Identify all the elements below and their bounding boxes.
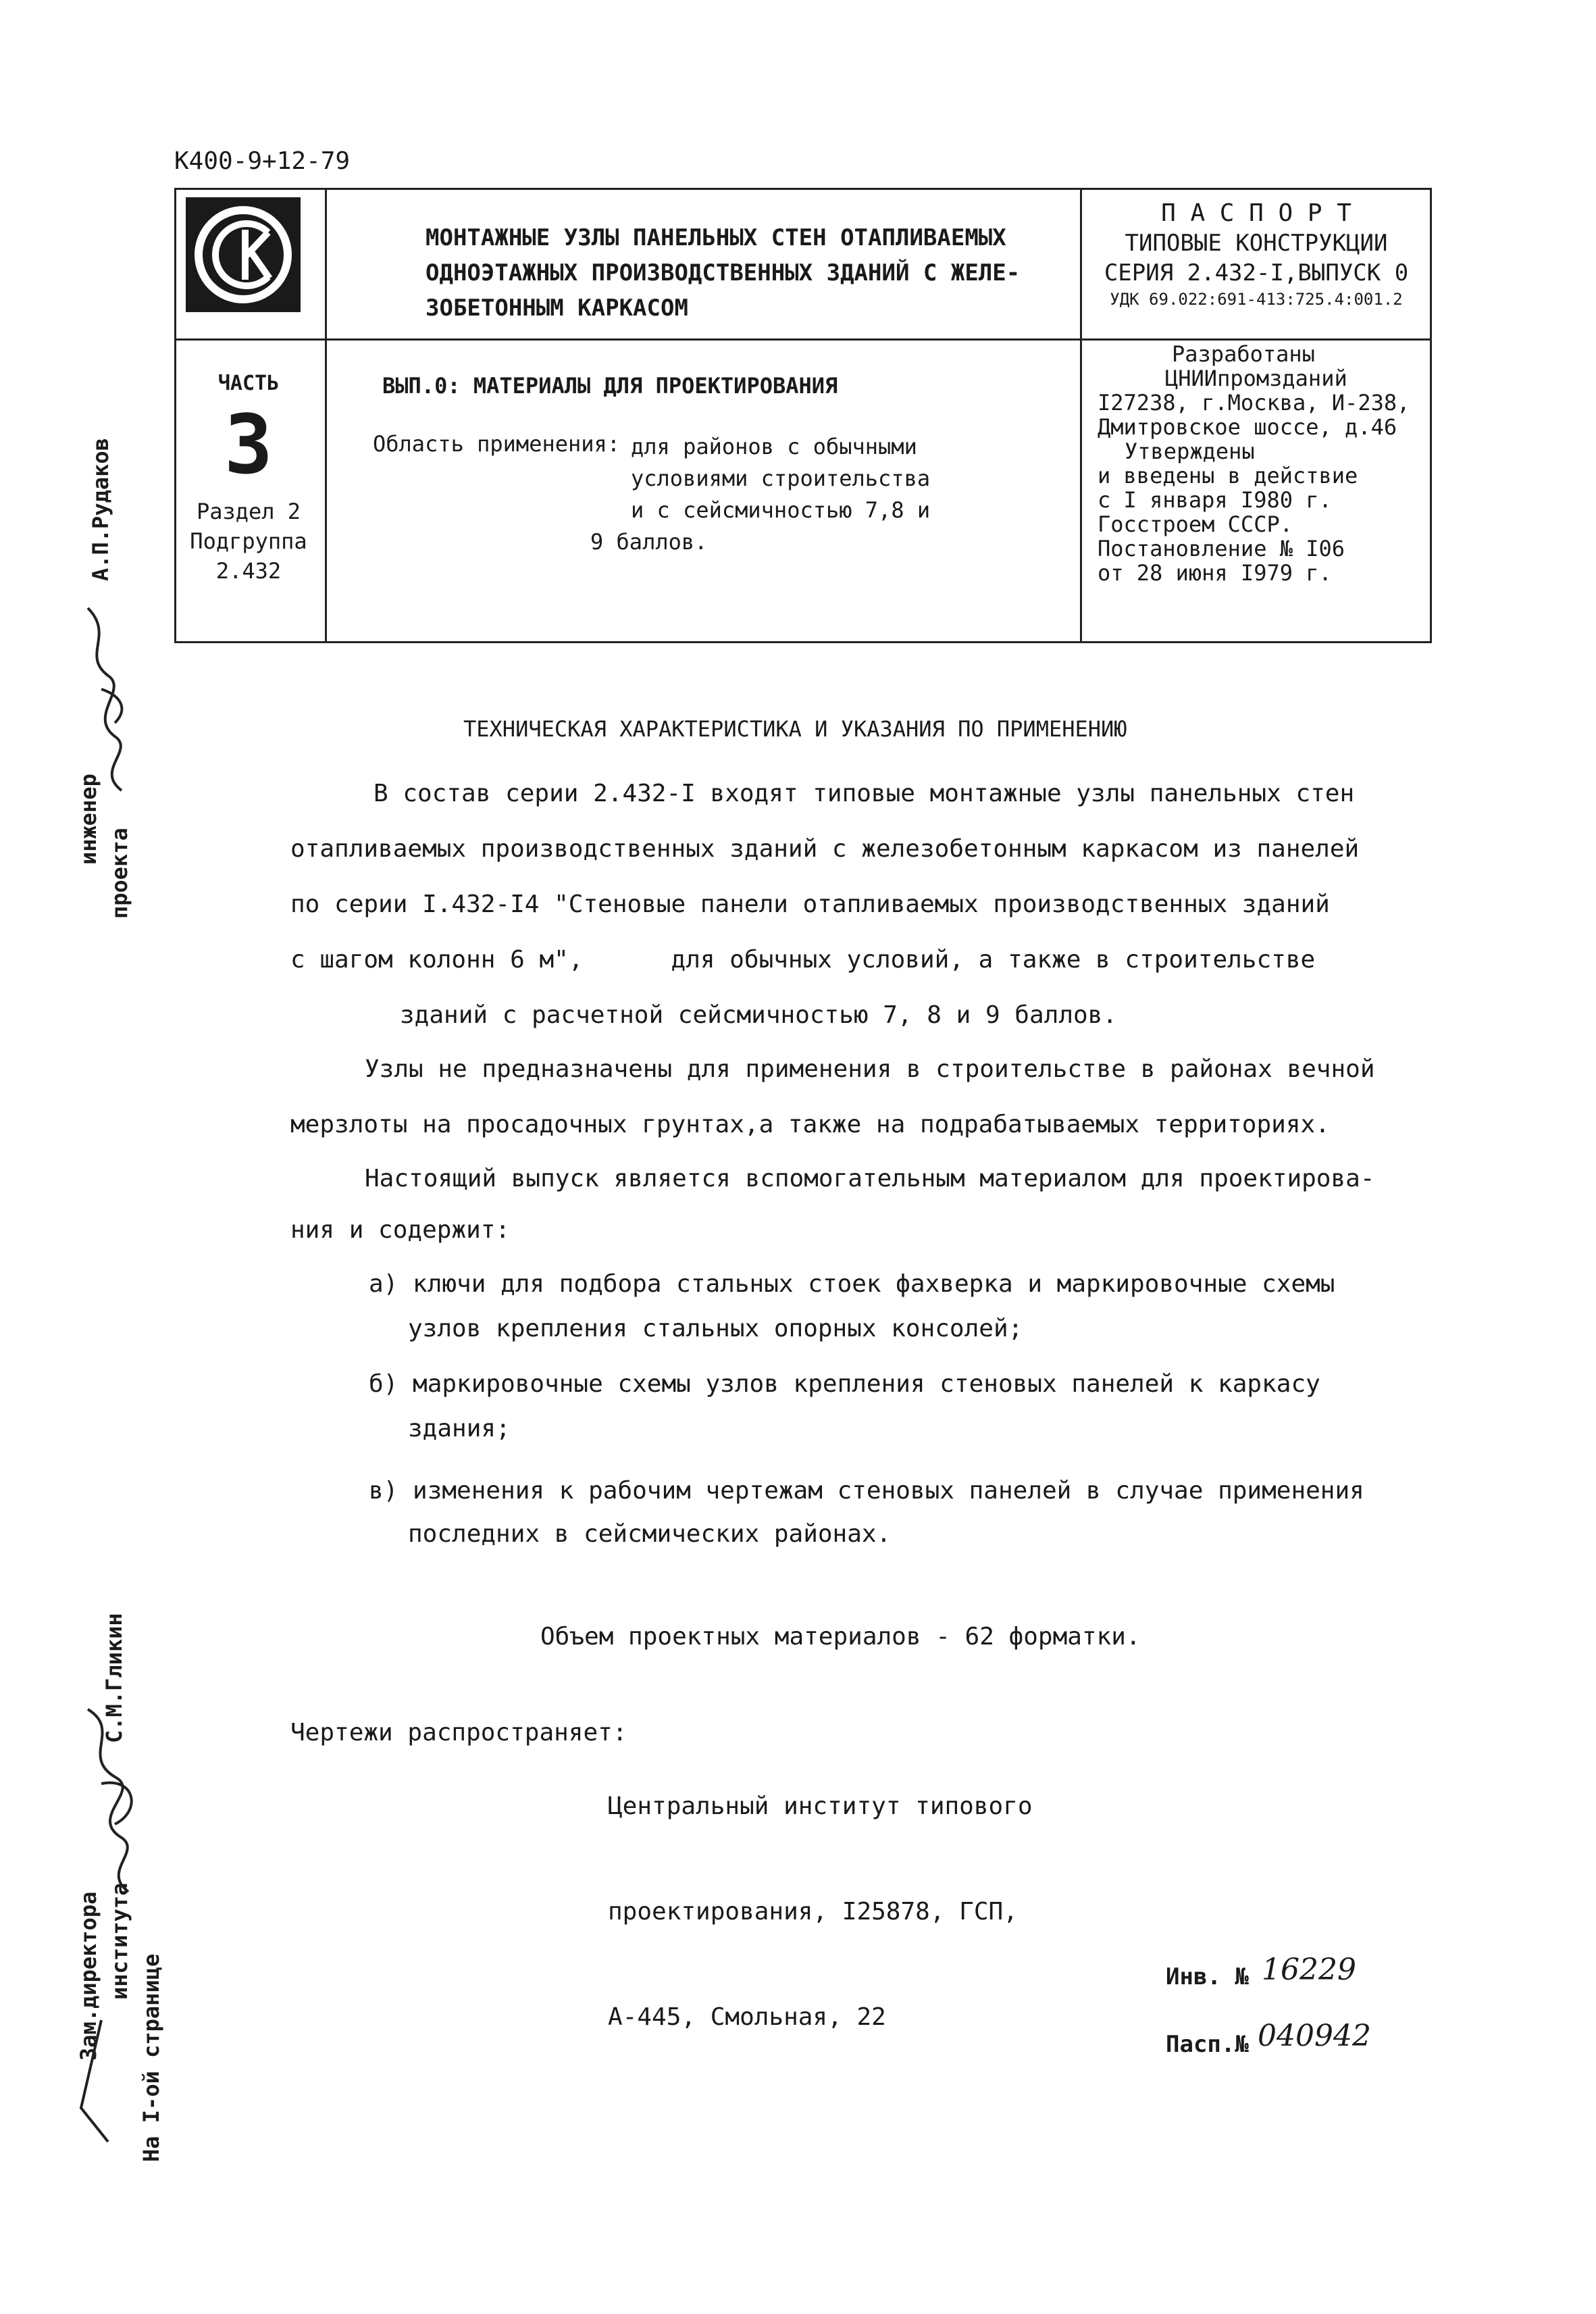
frame-divider-left <box>325 190 327 641</box>
developer-line: ЦНИИпромзданий <box>1165 366 1347 391</box>
list-item-a: а) ключи для подбора стальных стоек фахверка и маркировочные схемы <box>369 1270 1335 1298</box>
section-label: Раздел 2 <box>196 499 301 524</box>
title-line: ЗОБЕТОННЫМ КАРКАСОМ <box>426 295 688 322</box>
scope-line: для районов с обычными <box>631 434 917 459</box>
subgroup-number: 2.432 <box>215 558 282 584</box>
title-line: МОНТАЖНЫЕ УЗЛЫ ПАНЕЛЬНЫХ СТЕН ОТАПЛИВАЕМЫХ <box>426 224 1006 251</box>
engineer-role: инженер <box>76 774 101 865</box>
document-title <box>426 220 1020 326</box>
developer-line: I27238, г.Москва, И-238, <box>1098 390 1410 416</box>
passport-block <box>1081 199 1432 311</box>
scope-line: условиями строительства <box>631 466 931 491</box>
distribution-line: проектирования, I25878, ГСП, <box>608 1898 1018 1926</box>
engineer-role-line2: проекта <box>107 828 132 919</box>
issue-title: ВЫП.0: МАТЕРИАЛЫ ДЛЯ ПРОЕКТИРОВАНИЯ <box>382 373 838 399</box>
distribution-line: Центральный институт типового <box>608 1792 1033 1820</box>
list-item-b-cont: здания; <box>408 1415 511 1442</box>
deputy-role: Зам.директора <box>76 1891 101 2061</box>
engineer-name: А.П.Рудаков <box>88 438 113 581</box>
developer-line: Разработаны <box>1172 341 1315 367</box>
distribution-address <box>608 1719 1033 2070</box>
approval-line: Госстроем СССР. <box>1098 511 1293 537</box>
scope-line: 9 баллов. <box>590 529 708 555</box>
inventory-number: 16229 <box>1262 1953 1356 1987</box>
passport-heading: П А С П О Р Т <box>1161 199 1352 227</box>
deputy-name: С.М.Гликин <box>101 1613 127 1743</box>
paragraph-line: Узлы не предназначены для применения в строительстве в районах вечной <box>365 1055 1375 1083</box>
scope-line: и с сейсмичностью 7,8 и <box>631 497 931 523</box>
part-label: ЧАСТЬ <box>217 372 280 395</box>
paragraph-line: зданий с расчетной сейсмичностью 7, 8 и 9 баллов. <box>400 1001 1118 1029</box>
section-heading: ТЕХНИЧЕСКАЯ ХАРАКТЕРИСТИКА И УКАЗАНИЯ ПО ПРИМЕНЕНИЮ <box>463 716 1127 742</box>
approval-line: Утверждены <box>1125 438 1255 464</box>
list-item-a-cont: узлов крепления стальных опорных консолей; <box>408 1315 1023 1342</box>
approval-line: и введены в действие <box>1098 463 1358 488</box>
part-block <box>177 372 320 586</box>
first-page-note: На I-ой странице <box>138 1953 164 2162</box>
inventory-label: Инв. № <box>1166 1963 1249 1990</box>
paragraph-line: В состав серии 2.432-I входят типовые монтажные узлы панельных стен <box>374 780 1355 807</box>
subgroup-label: Подгруппа <box>190 528 307 554</box>
scope-text <box>590 431 931 558</box>
frame-divider-logo <box>176 338 325 341</box>
list-item-c-cont: последних в сейсмических районах. <box>408 1520 892 1548</box>
frame-divider-middle <box>325 338 1430 341</box>
paragraph-line: ния и содержит: <box>290 1216 511 1244</box>
udk-code: УДК 69.022:691-413:725.4:001.2 <box>1110 290 1403 309</box>
passport-type: ТИПОВЫЕ КОНСТРУКЦИИ <box>1125 230 1388 257</box>
deputy-role-line2: института <box>107 1882 132 2000</box>
approval-line: от 28 июня I979 г. <box>1098 560 1332 586</box>
developer-block <box>1098 342 1422 585</box>
paragraph-line: отапливаемых производственных зданий с железобетонным каркасом из панелей <box>290 835 1360 863</box>
signature-mark <box>68 2013 115 2148</box>
title-line: ОДНОЭТАЖНЫХ ПРОИЗВОДСТВЕННЫХ ЗДАНИЙ С ЖЕЛЕ- <box>426 259 1021 286</box>
approval-line: Постановление № I06 <box>1098 536 1345 561</box>
passport-number-label: Пасп.№ <box>1166 2031 1249 2058</box>
paragraph-line: Настоящий выпуск является вспомогательным материалом для проектирова- <box>365 1165 1375 1192</box>
volume-note: Объем проектных материалов - 62 форматки. <box>540 1623 1141 1651</box>
list-item-b: б) маркировочные схемы узлов крепления стеновых панелей к каркасу <box>369 1370 1320 1398</box>
paragraph-line: по серии I.432-I4 "Стеновые панели отапливаемых производственных зданий <box>290 890 1330 918</box>
passport-series: СЕРИЯ 2.432-I,ВЫПУСК 0 <box>1104 259 1409 286</box>
deputy-signature <box>61 1703 162 1905</box>
list-item-c: в) изменения к рабочим чертежам стеновых панелей в случае применения <box>369 1477 1364 1505</box>
passport-number: 040942 <box>1258 2019 1371 2053</box>
part-number: 3 <box>224 399 274 493</box>
approval-line: с I января I980 г. <box>1098 487 1332 513</box>
distribution-line: А-445, Смольная, 22 <box>608 2003 886 2031</box>
distribution-label: Чертежи распространяет: <box>290 1719 627 1746</box>
paragraph-line: с шагом колонн 6 м", для обычных условий, а также в строительстве <box>290 946 1316 974</box>
paragraph-line: мерзлоты на просадочных грунтах,а также на подрабатываемых территориях. <box>290 1111 1330 1138</box>
document-code: К400-9+12-79 <box>174 147 351 175</box>
engineer-signature <box>68 595 155 818</box>
sk-logo <box>186 197 301 312</box>
developer-line: Дмитровское шоссе, д.46 <box>1098 414 1397 440</box>
scope-label: Область применения: <box>373 431 621 457</box>
